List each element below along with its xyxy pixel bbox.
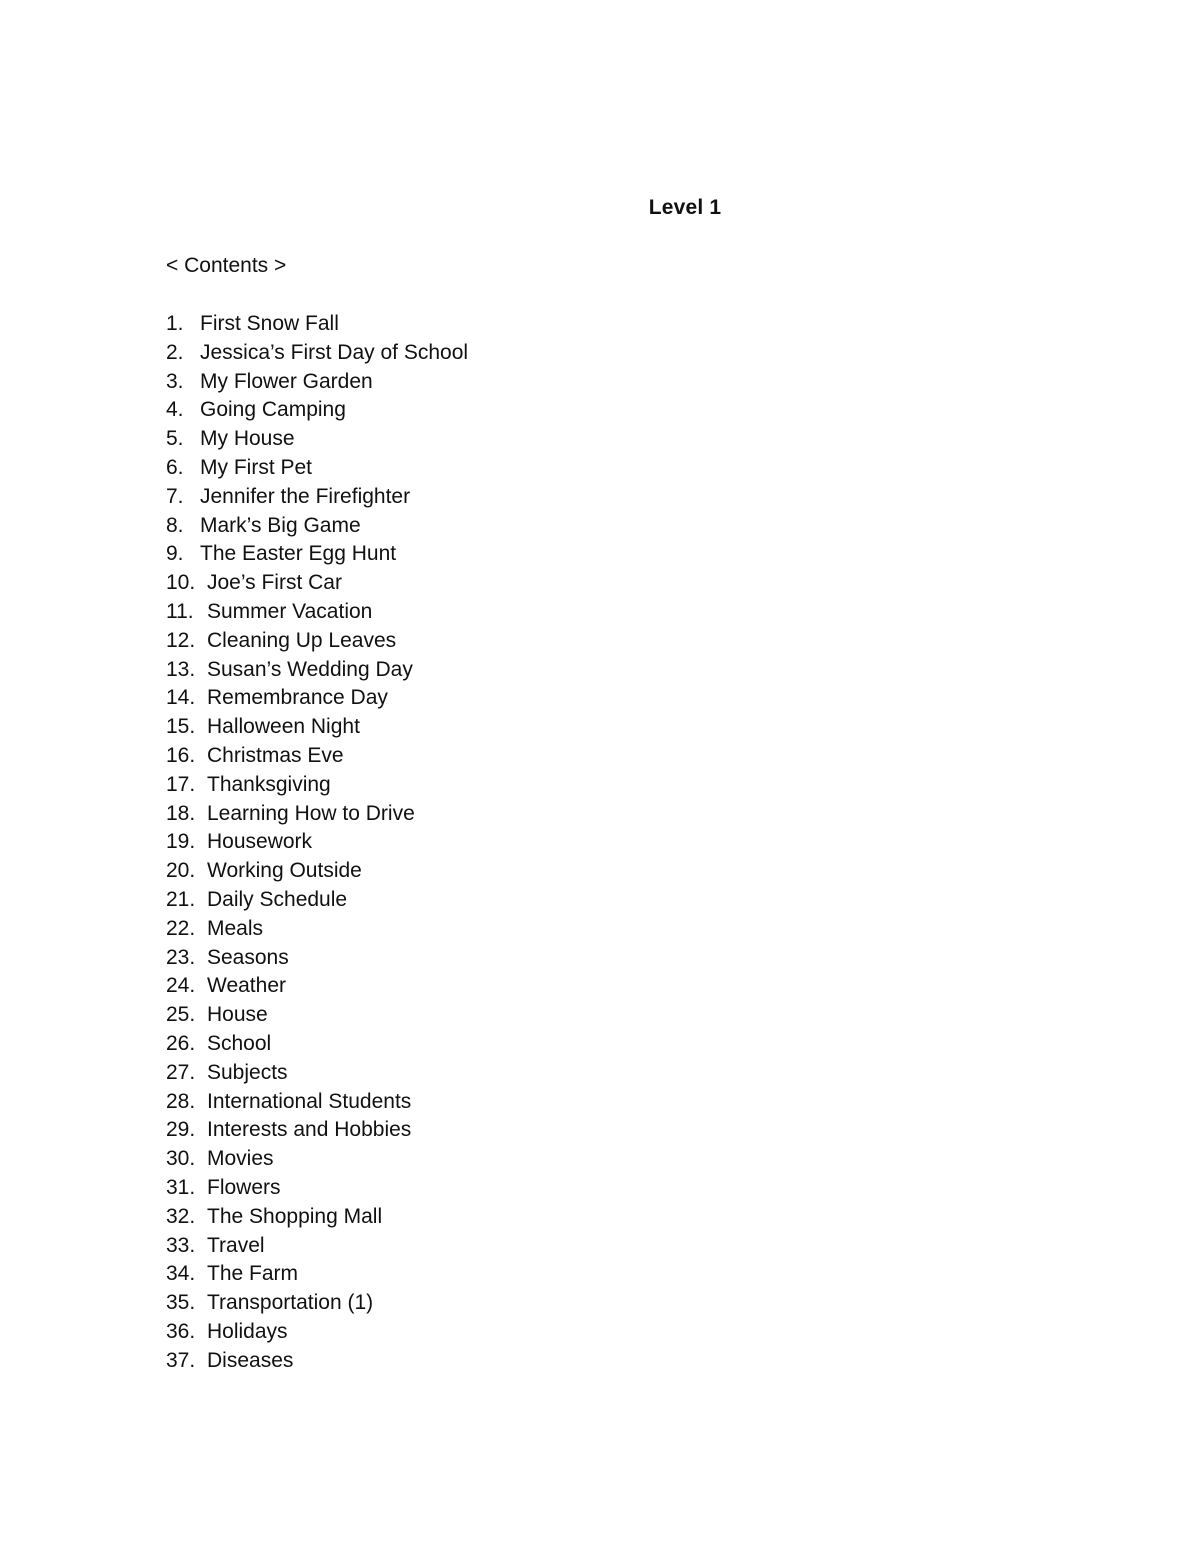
toc-entry-number: 26. [166,1031,196,1055]
toc-entry-number: 14. [166,686,196,710]
toc-entry-number: 28. [166,1089,196,1113]
toc-entry-title: Daily Schedule [207,887,348,911]
toc-entry-title: Interests and Hobbies [207,1118,412,1142]
toc-entry-number: 24. [166,974,196,998]
toc-entry-title: Mark’s Big Game [200,513,361,537]
toc-entry-title: The Shopping Mall [207,1204,383,1228]
toc-entry-number: 19. [166,830,196,854]
toc-entry-number: 17. [166,772,196,796]
toc-entry-title: My Flower Garden [200,369,373,393]
toc-entry [166,368,468,397]
toc-entry [166,1145,468,1174]
toc-entry-title: Working Outside [207,859,362,883]
toc-entry-title: Summer Vacation [207,599,373,623]
toc-entry-number: 30. [166,1147,196,1171]
table-of-contents [166,310,468,1375]
toc-entry [166,742,468,771]
toc-entry [166,713,468,742]
toc-entry-number: 25. [166,1003,196,1027]
toc-entry-title: Movies [207,1147,274,1171]
toc-entry-number: 29. [166,1118,196,1142]
toc-entry-title: Transportation (1) [207,1291,374,1315]
toc-entry [166,310,468,339]
toc-entry-number: 20. [166,859,196,883]
toc-entry-title: The Farm [207,1262,299,1286]
toc-entry-title: Learning How to Drive [207,801,415,825]
toc-entry-number: 16. [166,743,196,767]
toc-entry-title: Subjects [207,1060,288,1084]
toc-entry [166,1174,468,1203]
toc-entry-number: 1. [166,312,184,335]
toc-entry-number: 32. [166,1204,196,1228]
toc-entry-number: 35. [166,1291,196,1315]
toc-entry-number: 22. [166,916,196,940]
toc-entry-title: School [207,1031,272,1055]
toc-entry-title: Travel [207,1233,265,1257]
toc-entry-number: 8. [166,513,184,537]
toc-entry-title: Meals [207,916,264,940]
toc-entry [166,771,468,800]
toc-entry-number: 6. [166,455,184,479]
toc-entry-title: Susan’s Wedding Day [207,657,413,681]
toc-entry-title: Going Camping [200,398,346,422]
toc-entry-number: 18. [166,801,196,825]
toc-entry [166,1001,468,1030]
toc-entry-title: Christmas Eve [207,743,344,767]
toc-entry [166,1059,468,1088]
toc-entry-number: 3. [166,369,184,393]
toc-entry-number: 7. [166,484,184,508]
toc-entry-number: 15. [166,715,196,739]
toc-entry-number: 27. [166,1060,196,1084]
toc-entry-title: Jennifer the Firefighter [200,484,411,508]
toc-entry [166,1088,468,1117]
toc-entry [166,483,468,512]
toc-entry [166,800,468,829]
toc-entry-title: Diseases [207,1348,294,1372]
toc-entry-number: 31. [166,1175,196,1199]
toc-entry [166,569,468,598]
toc-entry-number: 11. [166,599,194,623]
toc-entry-number: 36. [166,1319,196,1343]
toc-entry-title: International Students [207,1089,412,1113]
toc-entry-number: 37. [166,1348,196,1372]
toc-entry-title: Joe’s First Car [207,571,342,595]
toc-entry [166,598,468,627]
toc-entry [166,396,468,425]
toc-entry-number: 13. [166,657,196,681]
toc-entry [166,1203,468,1232]
toc-entry-title: Flowers [207,1175,281,1199]
toc-entry-title: First Snow Fall [200,312,339,335]
toc-entry-number: 33. [166,1233,196,1257]
toc-entry-number: 9. [166,542,184,566]
toc-entry [166,1289,468,1318]
toc-entry [166,1030,468,1059]
toc-entry [166,944,468,973]
toc-entry [166,972,468,1001]
toc-entry-title: Housework [207,830,313,854]
toc-entry [166,1260,468,1289]
contents-heading: < Contents > [166,254,287,277]
toc-entry [166,1116,468,1145]
toc-entry-title: The Easter Egg Hunt [200,542,397,566]
toc-entry-number: 5. [166,427,184,451]
toc-entry [166,540,468,569]
toc-entry-title: Jessica’s First Day of School [200,340,469,364]
toc-entry-title: My First Pet [200,455,313,479]
toc-entry [166,454,468,483]
toc-entry [166,1232,468,1261]
page-title: Level 1 [648,196,722,219]
toc-entry [166,828,468,857]
toc-entry-number: 4. [166,398,184,422]
toc-entry [166,656,468,685]
toc-entry [166,425,468,454]
toc-entry-title: Cleaning Up Leaves [207,628,397,652]
toc-entry [166,857,468,886]
toc-entry-title: Weather [207,974,286,998]
toc-entry-title: My House [200,427,295,451]
toc-entry [166,1318,468,1347]
toc-entry-title: Halloween Night [207,715,360,739]
toc-entry-title: House [207,1003,268,1027]
toc-entry [166,915,468,944]
toc-entry [166,1347,468,1376]
toc-entry [166,684,468,713]
toc-entry-title: Remembrance Day [207,686,388,710]
toc-entry-number: 23. [166,945,196,969]
toc-entry [166,627,468,656]
toc-entry-title: Holidays [207,1319,288,1343]
toc-entry [166,339,468,368]
toc-entry [166,886,468,915]
toc-entry-title: Seasons [207,945,289,969]
toc-entry-number: 10. [166,571,196,595]
toc-entry-number: 2. [166,340,184,364]
toc-entry-number: 34. [166,1262,196,1286]
toc-entry [166,512,468,541]
toc-entry-number: 12. [166,628,196,652]
toc-entry-number: 21. [166,887,196,911]
toc-entry-title: Thanksgiving [207,772,331,796]
